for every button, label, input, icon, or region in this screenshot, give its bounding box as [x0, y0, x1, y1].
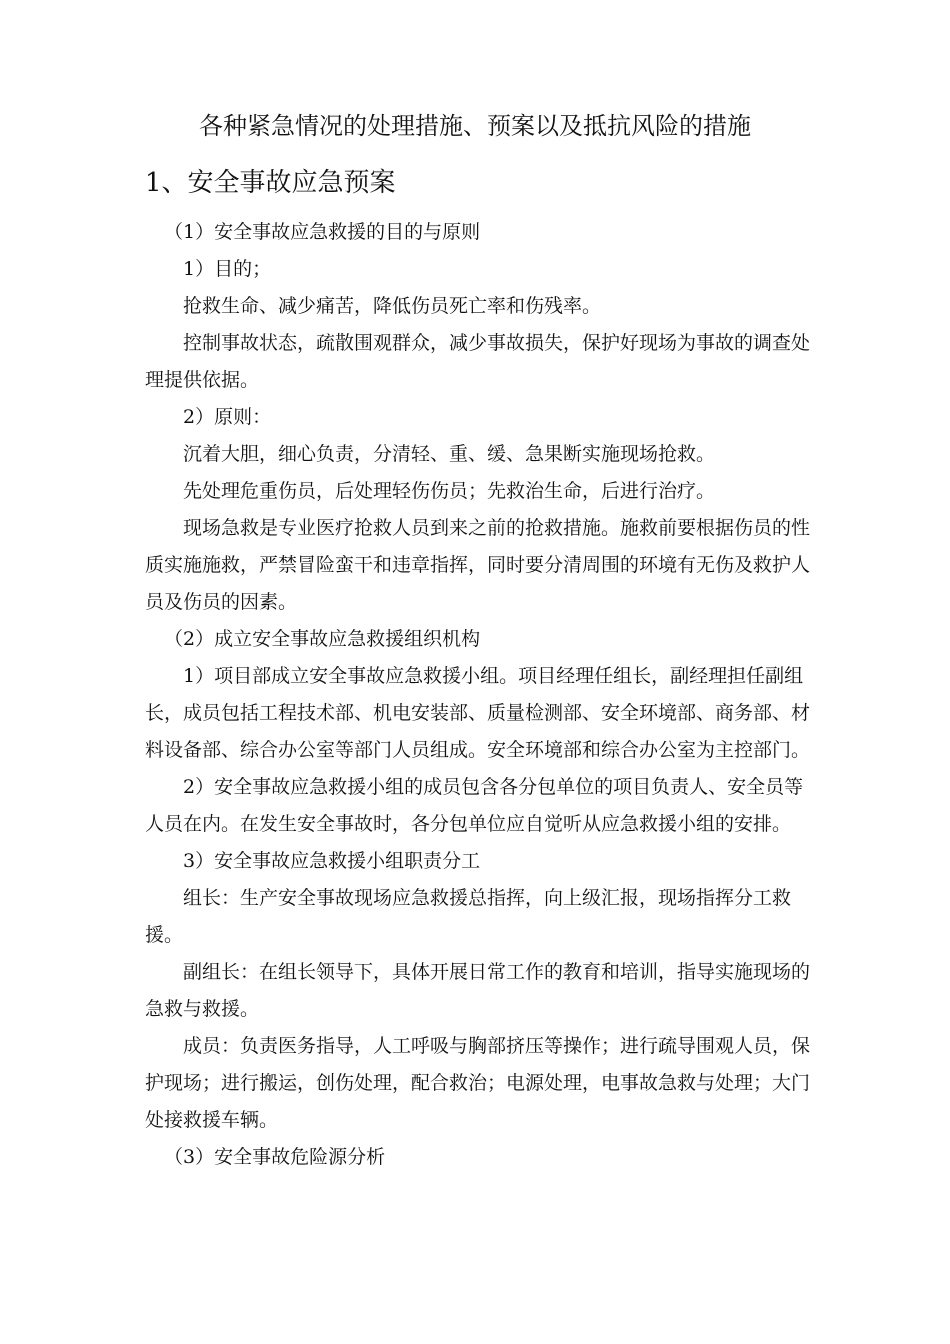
paragraph: 先处理危重伤员，后处理轻伤伤员；先救治生命，后进行治疗。	[183, 480, 716, 502]
paragraph: 2）原则：	[183, 406, 272, 428]
paragraph: 组长：生产安全事故现场应急救援总指挥，向上级汇报，现场指挥分工救援。	[145, 887, 792, 946]
paragraph: （3）安全事故危险源分析	[164, 1146, 386, 1168]
paragraph: 成员：负责医务指导，人工呼吸与胸部挤压等操作；进行疏导围观人员，保护现场；进行搬运，创伤处理，配合救治；电源处理，电事故急救与处理；大门处接救援车辆。	[145, 1035, 811, 1131]
section-heading: 1、安全事故应急预案	[145, 168, 396, 198]
paragraph: 抢救生命、减少痛苦，降低伤员死亡率和伤残率。	[183, 295, 602, 317]
paragraph: 现场急救是专业医疗抢救人员到来之前的抢救措施。施救前要根据伤员的性质实施施救，严禁冒险蛮干和违章指挥，同时要分清周围的环境有无伤及救护人员及伤员的因素。	[145, 517, 811, 613]
paragraph: 2）安全事故应急救援小组的成员包含各分包单位的项目负责人、安全员等人员在内。在发生安全事故时，各分包单位应自觉听从应急救援小组的安排。	[145, 776, 804, 835]
paragraph: 副组长：在组长领导下，具体开展日常工作的教育和培训，指导实施现场的急救与救援。	[145, 961, 811, 1020]
paragraph: 3）安全事故应急救援小组职责分工	[183, 850, 481, 872]
paragraph: （2）成立安全事故应急救援组织机构	[164, 628, 481, 650]
paragraph: 控制事故状态，疏散围观群众，减少事故损失，保护好现场为事故的调查处理提供依据。	[145, 332, 811, 391]
paragraph: 1）项目部成立安全事故应急救援小组。项目经理任组长，副经理担任副组长，成员包括工程技术部、机电安装部、质量检测部、安全环境部、商务部、材料设备部、综合办公室等部门人员组成。安全环境部和综合办公室为主控部门。	[145, 665, 811, 761]
document-title: 各种紧急情况的处理措施、预案以及抵抗风险的措施	[199, 112, 751, 140]
paragraph: 1）目的；	[183, 258, 272, 280]
paragraph: （1）安全事故应急救援的目的与原则	[164, 221, 481, 243]
paragraph: 沉着大胆，细心负责，分清轻、重、缓、急果断实施现场抢救。	[183, 443, 716, 465]
document-body	[145, 214, 813, 1176]
